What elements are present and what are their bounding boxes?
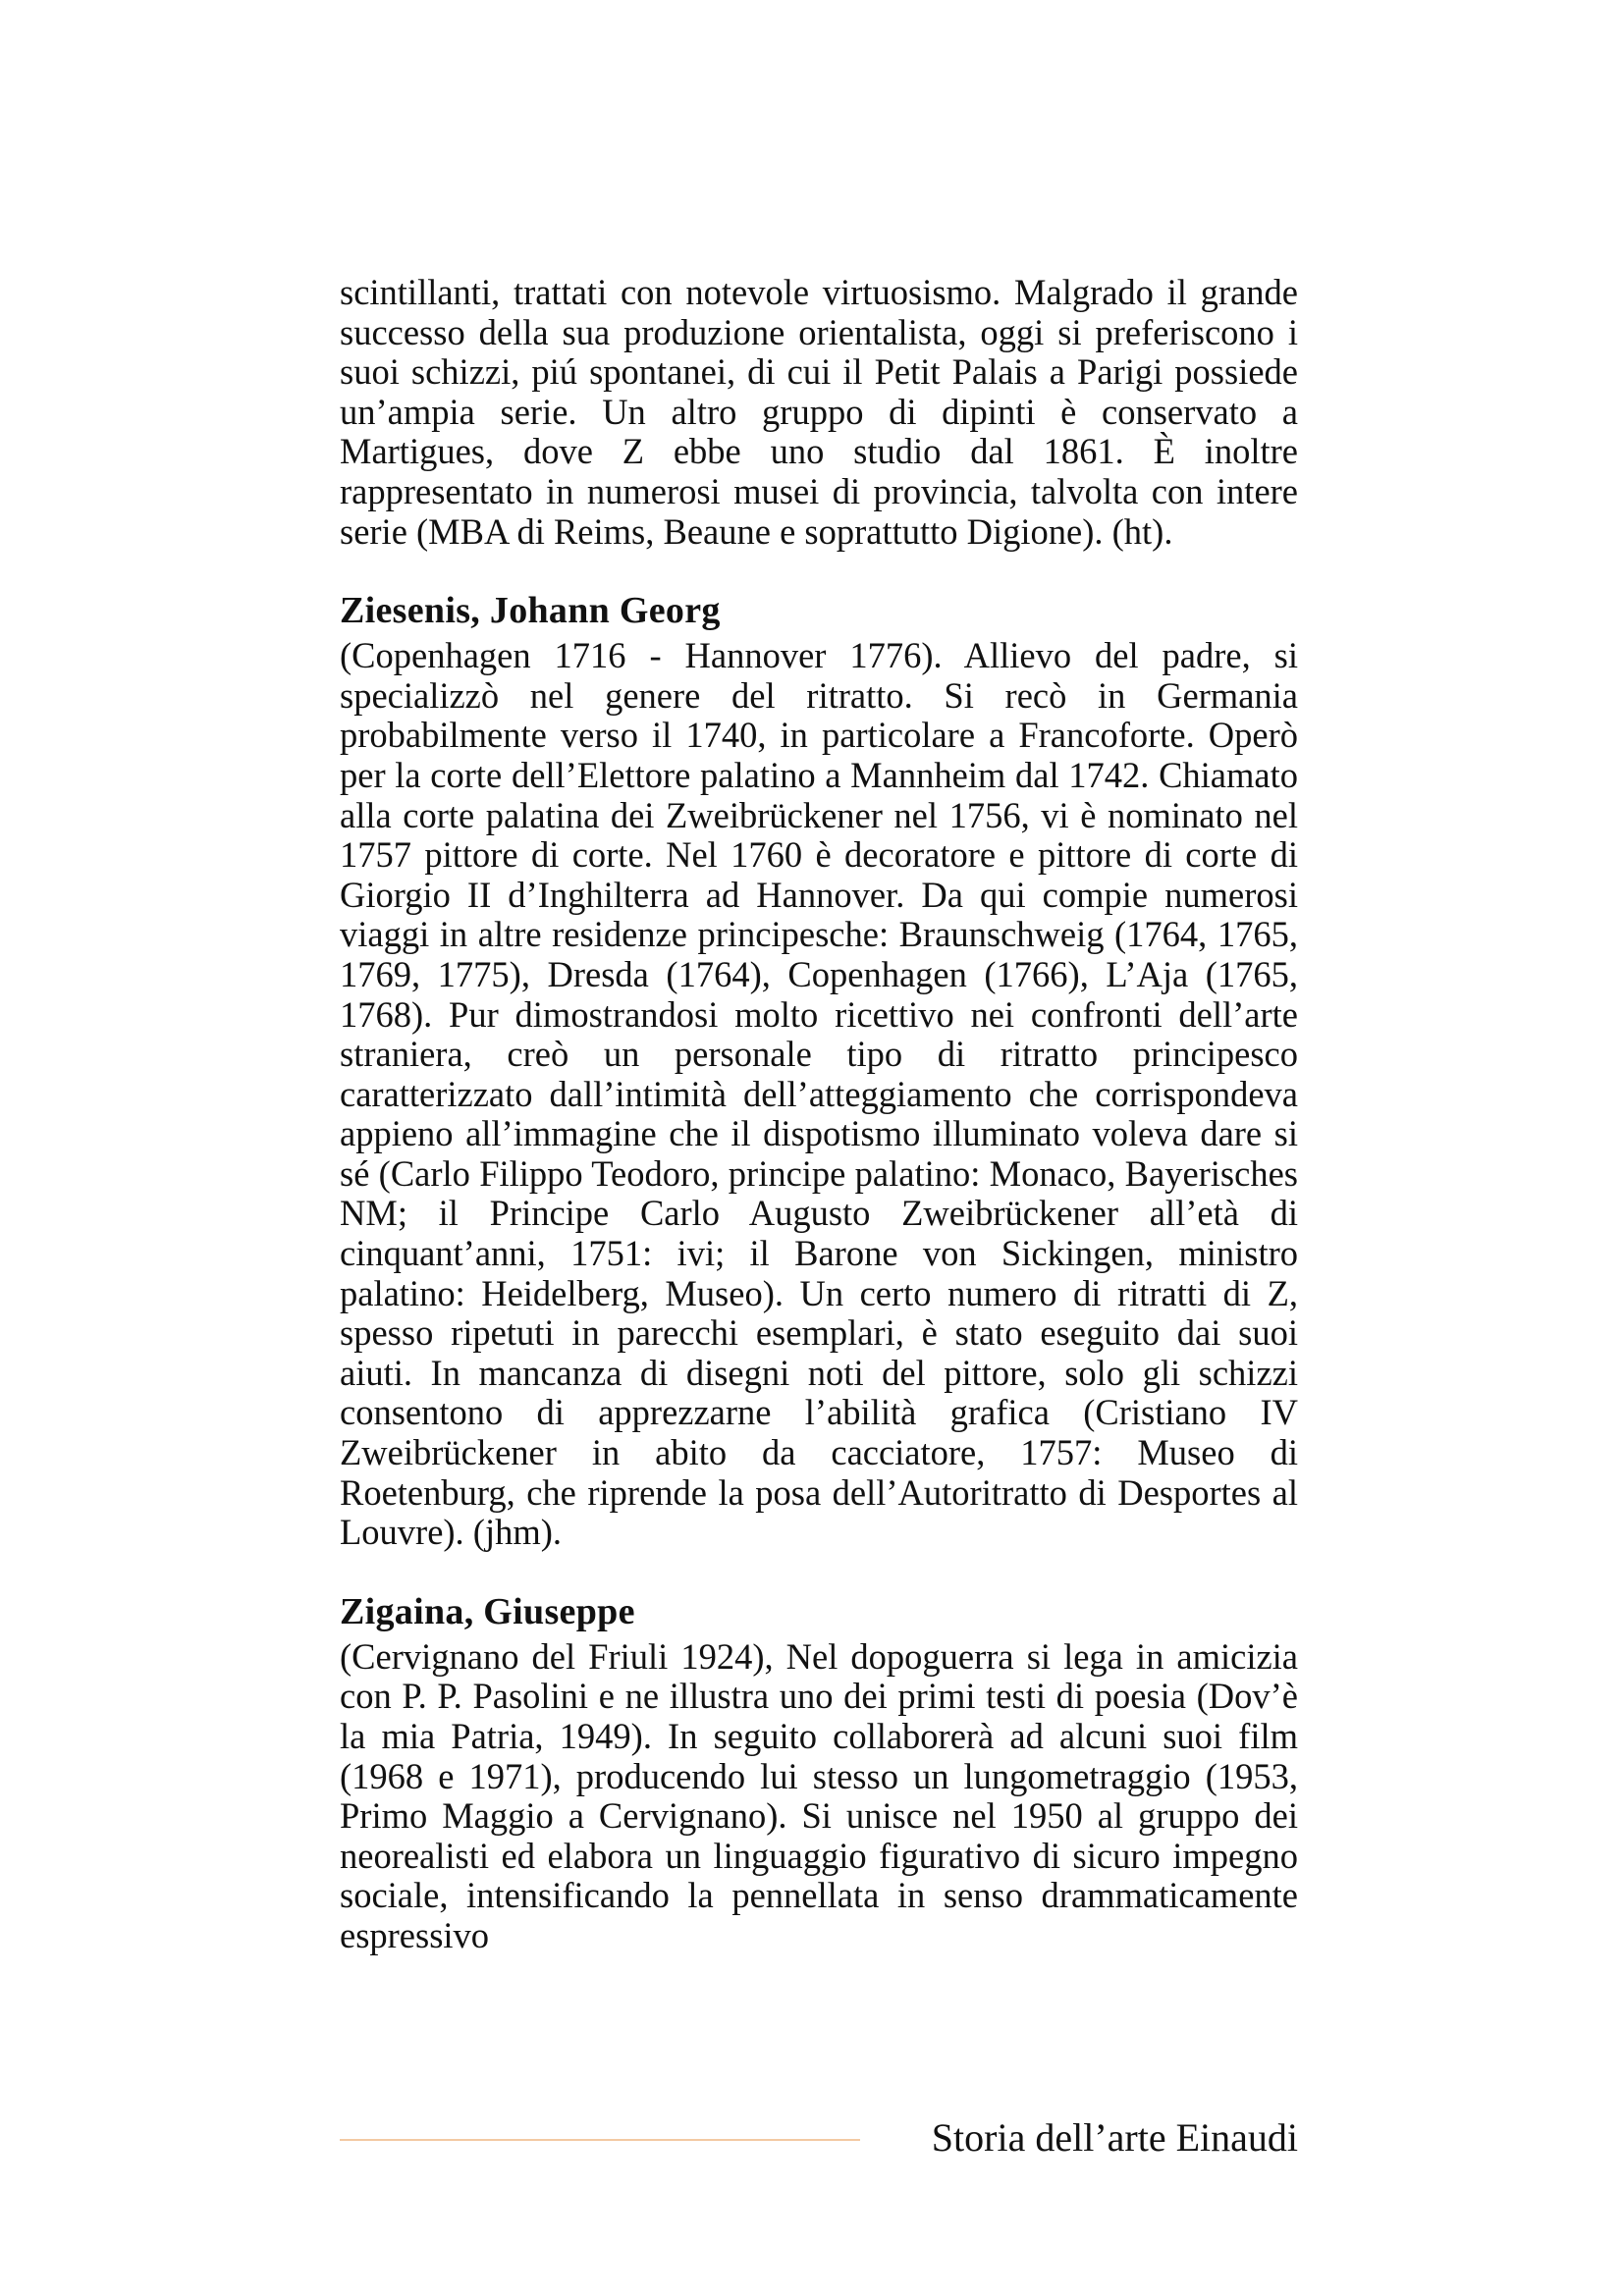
footer-publication-title: Storia dell’arte Einaudi (931, 2115, 1298, 2160)
entry-heading-ziesenis: Ziesenis, Johann Georg (340, 590, 721, 632)
entry-heading-zigaina: Zigaina, Giuseppe (340, 1590, 635, 1632)
entry-text-zigaina: (Cervignano del Friuli 1924), Nel dopoguerra si lega in amicizia con P. P. Pasolini e ne illustra uno dei primi testi di poesia (Dov’è la mia Patria, 1949). In seguito collaborerà ad alcuni suoi film (1968 e 1971), producendo lui stesso un lungometraggio (1953, Primo Maggio a Cervignano). Si unisce nel 1950 al gruppo dei neorealisti ed elabora un linguaggio figurativo di sicuro impegno sociale, intensificando la pennellata in senso drammaticamente espressivo (340, 1635, 1298, 1955)
page-footer (340, 2108, 1298, 2166)
footer-divider (340, 2139, 860, 2141)
entry-continuation-text: scintillanti, trattati con notevole virtuosismo. Malgrado il grande successo della sua produzione orientalista, oggi si preferiscono i suoi schizzi, piú spontanei, di cui il Petit Palais a Parigi possiede un’ampia serie. Un altro gruppo di dipinti è conservato a Martigues, dove Z ebbe uno studio dal 1861. È inoltre rappresentato in numerosi musei di provincia, talvolta con intere serie (MBA di Reims, Beaune e soprattutto Digione). (ht). (340, 272, 1298, 552)
article-body (340, 273, 1298, 1956)
entry-text-ziesenis: (Copenhagen 1716 - Hannover 1776). Allievo del padre, si specializzò nel genere del ritratto. Si recò in Germania probabilmente verso il 1740, in particolare a Francoforte. Operò per la corte dell’Elettore palatino a Mannheim dal 1742. Chiamato alla corte palatina dei Zweibrückener nel 1756, vi è nominato nel 1757 pittore di corte. Nel 1760 è decoratore e pittore di corte di Giorgio II d’Inghilterra ad Hannover. Da qui compie numerosi viaggi in altre residenze principesche: Braunschweig (1764, 1765, 1769, 1775), Dresda (1764), Copenhagen (1766), L’Aja (1765, 1768). Pur dimostrandosi molto ricettivo nei confronti dell’arte straniera, creò un personale tipo di ritratto principesco caratterizzato dall’intimità dell’atteggiamento che corrispondeva appieno all’immagine che il dispotismo illuminato voleva dare si sé (Carlo Filippo Teodoro, principe palatino: Monaco, Bayerisches NM; il Principe Carlo Augusto Zweibrückener all’età di cinquant’anni, 1751: ivi; il Barone von Sickingen, ministro palatino: Heidelberg, Museo). Un certo numero di ritratti di Z, spesso ripetuti in parecchi esemplari, è stato eseguito dai suoi aiuti. In mancanza di disegni noti del pittore, solo gli schizzi consentono di apprezzarne l’abilità grafica (Cristiano IV Zweibrückener in abito da cacciatore, 1757: Museo di Roetenburg, che riprende la posa dell’Autoritratto di Desportes al Louvre). (jhm). (340, 635, 1298, 1553)
